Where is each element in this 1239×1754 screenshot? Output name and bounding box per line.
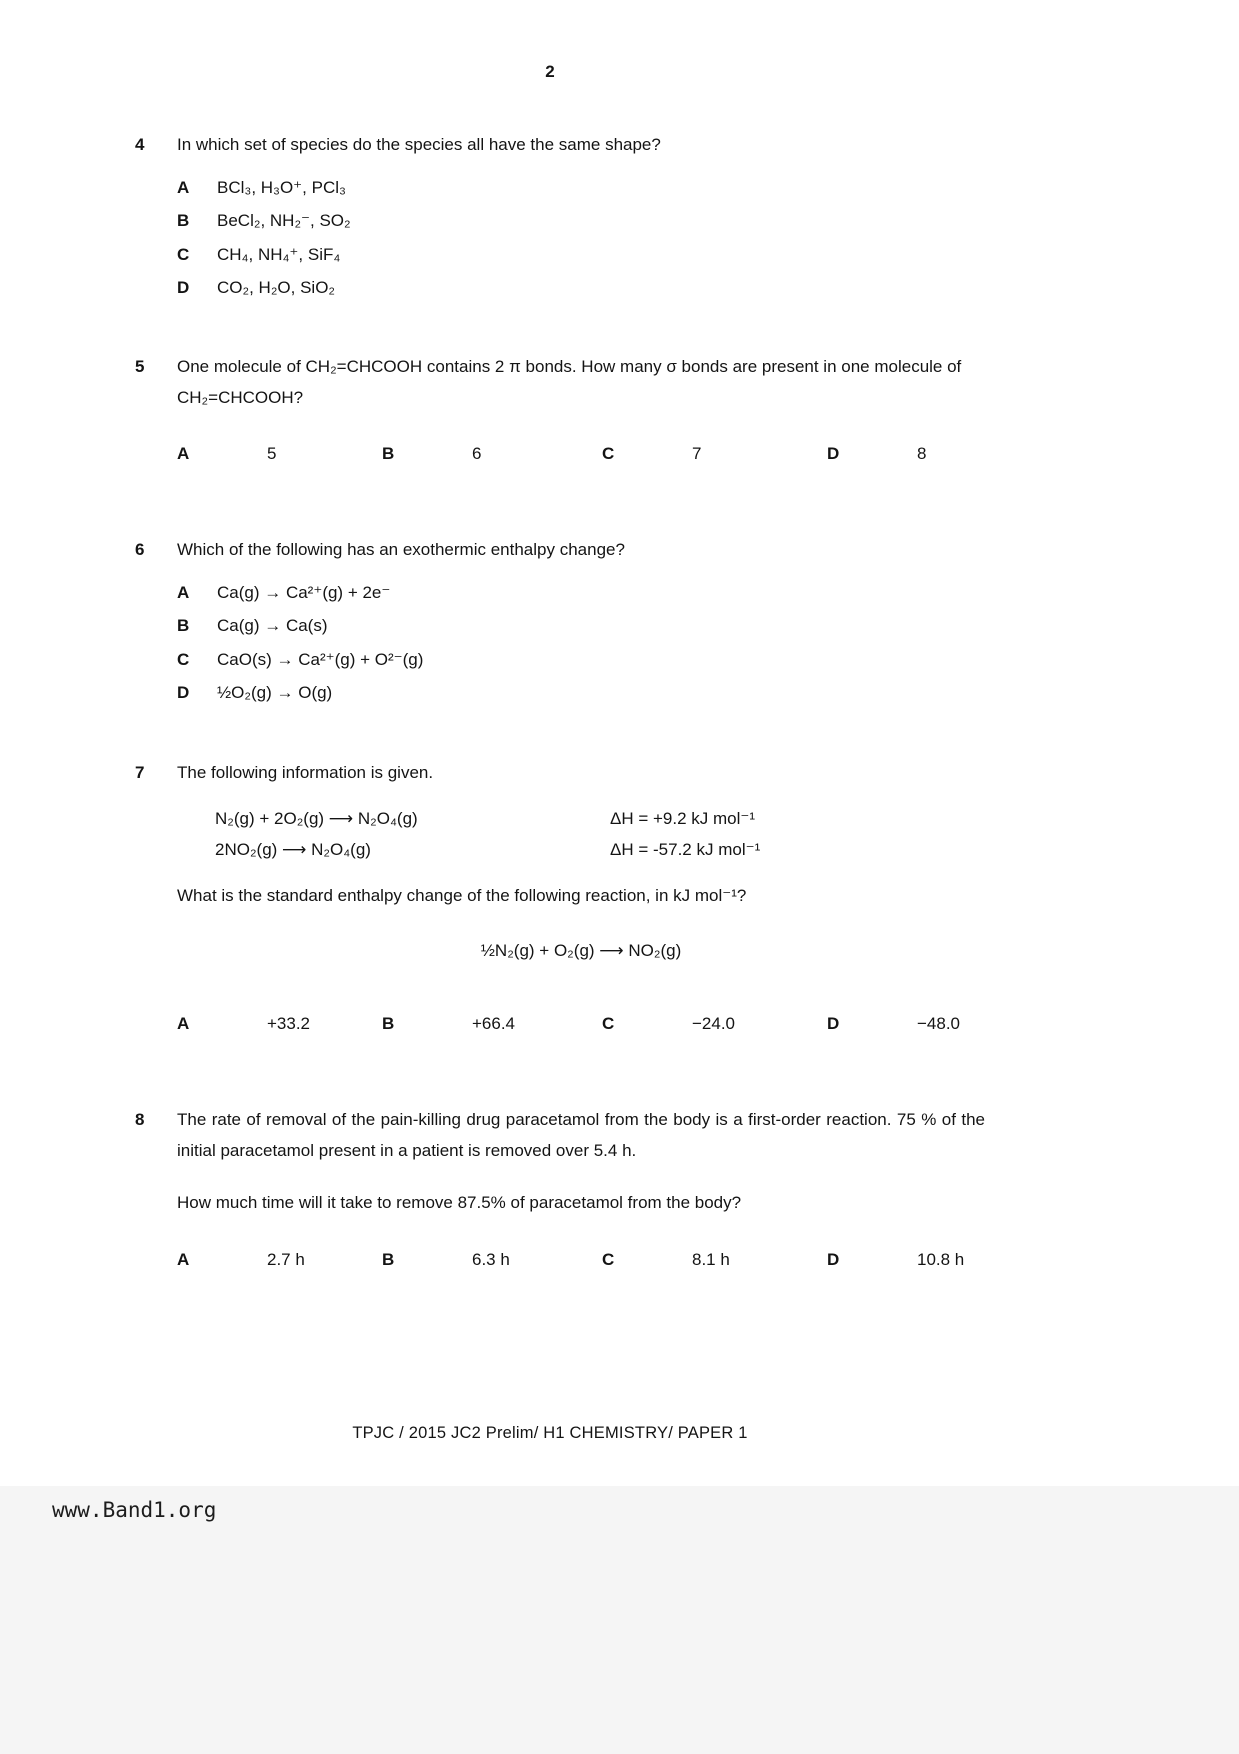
- option-row: [177, 611, 985, 642]
- option-cell: [602, 1009, 827, 1040]
- question-5-options: [177, 439, 985, 470]
- option-label: C: [177, 649, 190, 669]
- question-5-number: 5: [135, 357, 145, 376]
- option-label: D: [177, 683, 190, 703]
- scan-bottom-band: [0, 1486, 1239, 1754]
- option-cell: [827, 1245, 964, 1276]
- option-cell: [827, 439, 926, 470]
- option-text: ½O₂(g) → O(g): [217, 683, 333, 703]
- option-label: B: [382, 444, 395, 464]
- option-label: D: [177, 278, 190, 298]
- question-5-text: One molecule of CH₂=CHCOOH contains 2 π bonds. How many σ bonds are present in one molecule of CH₂=CHCOOH?: [177, 357, 962, 407]
- option-value: 7: [692, 444, 702, 464]
- question-8-options: [177, 1245, 985, 1276]
- option-label: B: [382, 1013, 395, 1033]
- question-7-options: [177, 1009, 985, 1040]
- watermark-text: www.Band1.org: [52, 1498, 217, 1522]
- option-label: D: [827, 1249, 840, 1269]
- option-label: A: [177, 177, 190, 197]
- option-value: +33.2: [267, 1013, 311, 1033]
- option-row: [177, 240, 985, 271]
- option-value: 6: [472, 444, 482, 464]
- question-7: [135, 758, 985, 1039]
- question-8-number: 8: [135, 1110, 145, 1129]
- option-cell: [602, 439, 827, 470]
- option-text: Ca(g) → Ca(s): [217, 616, 328, 636]
- option-value: 10.8 h: [917, 1249, 965, 1269]
- option-cell: [177, 1009, 382, 1040]
- option-label: A: [177, 582, 190, 602]
- option-cell: [827, 1009, 960, 1040]
- option-cell: [177, 1245, 382, 1276]
- reaction-equation: 2NO₂(g) ⟶ N₂O₄(g): [215, 840, 371, 860]
- option-label: B: [177, 616, 190, 636]
- option-text: BeCl₂, NH₂⁻, SO₂: [217, 211, 351, 231]
- option-cell: [382, 1245, 602, 1276]
- page-number: 2: [545, 62, 555, 81]
- question-7-text: What is the standard enthalpy change of the following reaction, in kJ mol⁻¹?: [177, 886, 747, 906]
- option-value: 5: [267, 444, 277, 464]
- option-label: A: [177, 1013, 190, 1033]
- option-value: 2.7 h: [267, 1249, 305, 1269]
- question-6-options: [177, 578, 985, 709]
- target-reaction: ½N₂(g) + O₂(g) ⟶ NO₂(g): [480, 941, 682, 961]
- enthalpy-value: ΔH = +9.2 kJ mol⁻¹: [610, 808, 756, 828]
- question-6: [135, 535, 985, 712]
- option-row: [177, 206, 985, 237]
- option-label: C: [602, 1013, 615, 1033]
- option-label: A: [177, 444, 190, 464]
- option-label: C: [602, 444, 615, 464]
- question-7-number: 7: [135, 763, 145, 782]
- option-label: D: [827, 1013, 840, 1033]
- option-text: BCl₃, H₃O⁺, PCl₃: [217, 177, 346, 197]
- option-row: [177, 678, 985, 709]
- option-text: CO₂, H₂O, SiO₂: [217, 278, 336, 298]
- question-6-number: 6: [135, 540, 145, 559]
- option-value: −48.0: [917, 1013, 961, 1033]
- option-label: A: [177, 1249, 190, 1269]
- reaction-equation: N₂(g) + 2O₂(g) ⟶ N₂O₄(g): [215, 808, 418, 828]
- equation-row: [215, 834, 985, 865]
- option-text: CH₄, NH₄⁺, SiF₄: [217, 244, 341, 264]
- question-4: [135, 130, 985, 307]
- option-value: 8.1 h: [692, 1249, 730, 1269]
- question-4-number: 4: [135, 135, 145, 154]
- option-value: 8: [917, 444, 927, 464]
- option-label: C: [177, 244, 190, 264]
- option-text: Ca(g) → Ca²⁺(g) + 2e⁻: [217, 582, 391, 602]
- option-label: B: [177, 211, 190, 231]
- option-cell: [177, 439, 382, 470]
- option-value: −24.0: [692, 1013, 736, 1033]
- option-cell: [602, 1245, 827, 1276]
- option-row: [177, 578, 985, 609]
- question-4-options: [177, 173, 985, 304]
- option-label: D: [827, 444, 840, 464]
- question-6-text: Which of the following has an exothermic enthalpy change?: [177, 540, 625, 559]
- option-cell: [382, 439, 602, 470]
- option-label: B: [382, 1249, 395, 1269]
- option-row: [177, 273, 985, 304]
- question-8-followup: How much time will it take to remove 87.5% of paracetamol from the body?: [177, 1193, 742, 1213]
- enthalpy-value: ΔH = -57.2 kJ mol⁻¹: [610, 840, 761, 860]
- equation-row: [215, 803, 985, 834]
- option-text: CaO(s) → Ca²⁺(g) + O²⁻(g): [217, 649, 424, 669]
- question-5: [135, 352, 985, 470]
- option-label: C: [602, 1249, 615, 1269]
- question-4-text: In which set of species do the species all have the same shape?: [177, 135, 661, 154]
- option-row: [177, 645, 985, 676]
- option-value: +66.4: [472, 1013, 516, 1033]
- question-7-intro: The following information is given.: [177, 763, 434, 782]
- question-8: [135, 1105, 985, 1275]
- option-value: 6.3 h: [472, 1249, 510, 1269]
- equation-block: [215, 803, 985, 866]
- footer-text: TPJC / 2015 JC2 Prelim/ H1 CHEMISTRY/ PAPER 1: [352, 1424, 748, 1442]
- option-row: [177, 173, 985, 204]
- option-cell: [382, 1009, 602, 1040]
- question-8-text: The rate of removal of the pain-killing drug paracetamol from the body is a first-order reaction. 75 % of the initial paracetamol present in a patient is removed over 5.4 h.: [177, 1110, 985, 1160]
